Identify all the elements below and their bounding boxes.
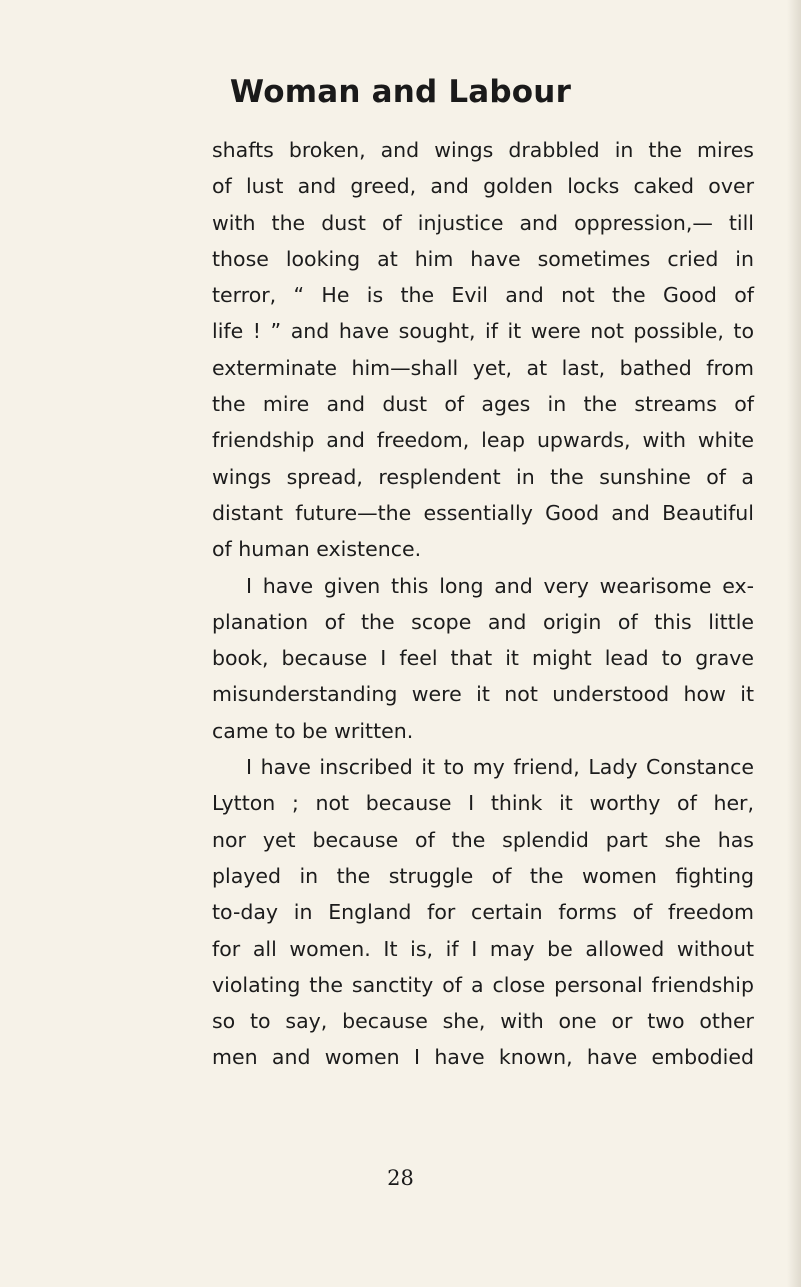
text-line: with the dust of injustice and oppression,— till <box>212 210 754 235</box>
text-line: wings spread, resplendent in the sunshine of a <box>212 464 754 489</box>
text-line: those looking at him have sometimes cried in <box>212 246 754 271</box>
paragraph-first-line: I have inscribed it to my friend, Lady Constance <box>246 755 754 780</box>
text-line: friendship and freedom, leap upwards, with white <box>212 428 754 453</box>
text-line: misunderstanding were it not understood how it <box>212 682 754 707</box>
text-line: life ! ” and have sought, if it were not possible, to <box>212 319 754 344</box>
text-line: so to say, because she, with one or two other <box>212 1009 754 1034</box>
body-text <box>212 132 754 1076</box>
text-line: men and women I have known, have embodied <box>212 1045 754 1070</box>
text-line: for all women. It is, if I may be allowed without <box>212 936 754 961</box>
text-line: nor yet because of the splendid part she has <box>212 827 754 852</box>
text-line: to-day in England for certain forms of freedom <box>212 900 754 925</box>
text-line: of human existence. <box>212 537 422 562</box>
text-line: distant future—the essentially Good and Beautiful <box>212 500 754 525</box>
running-head: Woman and Labour <box>229 74 572 110</box>
text-line: played in the struggle of the women fighting <box>212 863 754 888</box>
text-line: book, because I feel that it might lead to grave <box>212 646 754 671</box>
text-line: came to be written. <box>212 718 414 743</box>
page-edge-shadow <box>787 0 801 1287</box>
text-line: the mire and dust of ages in the streams of <box>212 392 754 417</box>
text-line: shafts broken, and wings drabbled in the mires <box>212 138 754 162</box>
text-line: terror, “ He is the Evil and not the Good of <box>212 283 754 308</box>
text-line: planation of the scope and origin of this little <box>212 609 754 634</box>
text-line: Lytton ; not because I think it worthy of her, <box>212 791 754 816</box>
paragraph-first-line: I have given this long and very wearisome ex- <box>246 573 754 598</box>
text-line: violating the sanctity of a close personal friendship <box>212 972 754 997</box>
text-line: exterminate him—shall yet, at last, bathed from <box>212 355 754 380</box>
text-line: of lust and greed, and golden locks caked over <box>212 174 754 199</box>
page-number: 28 <box>387 1166 414 1190</box>
